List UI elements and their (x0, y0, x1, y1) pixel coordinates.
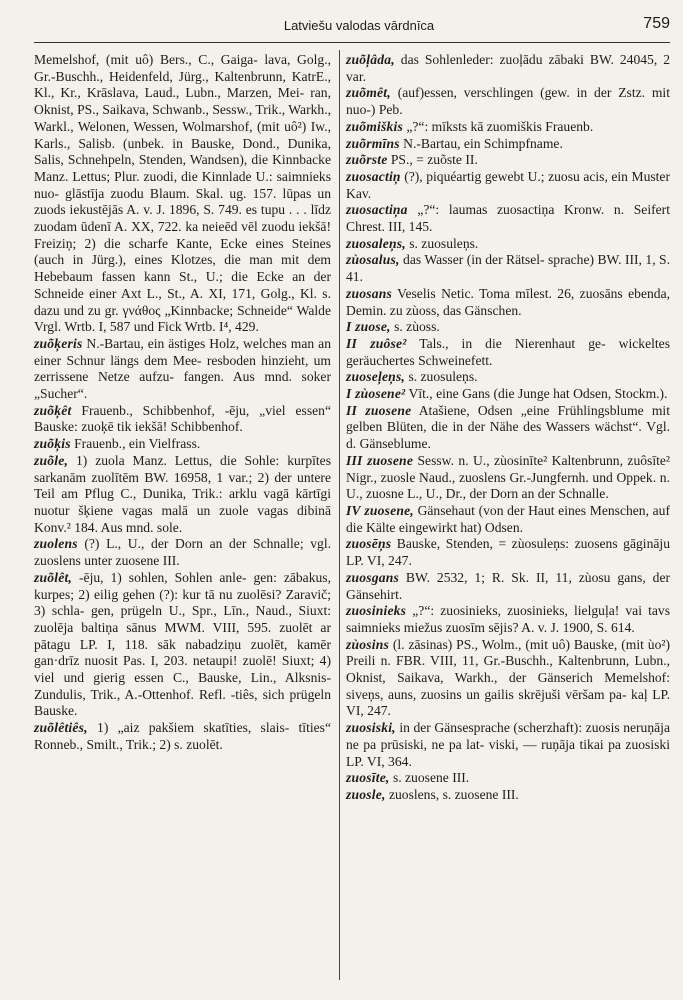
entry-text: „?“: zuosinieks, zuosinieks, lielguļa! vai tavs saimnieks miežus zuosīm sējis? A. v. J. 1900, S. 614. (346, 603, 670, 635)
entry-text: -ēju, 1) sohlen, Sohlen anle- gen: zābakus, kurpes; 2) eilig gehen (?): kur tā nu zuolēsi? Zaravič; 3) schla- gen, prügeln U., Spr., Līn., Naud., Siuxt: zuolēja baltiņa sānus MWM. VIII, 595. zuolēt ar pātagu LP. I, 118. sāk nabadziņu zuolēt, kamēr gan·drīz nuosit Pas. I, 203. netaupi! zuolē! Siuxt; 4) viel und gierig essen C., Bauske, Lin., Alksnis-Zundulis, Trik., A.-Ottenhof. Refl. -tiês, sich prügeln Bauske. (34, 569, 331, 719)
entry-text: s. zuosene III. (392, 770, 470, 786)
dictionary-entry (346, 453, 670, 503)
entry-text: BW. 2532, 1; R. Sk. II, 11, zùosu gans, der Gänsehirt. (346, 569, 671, 602)
entry-text: Atašiene, Odsen „eine Frühlingsblume mit gelben Blüten, die in der Nähe des Wassers wächst“. Vgl. d. Gänseblume. (346, 402, 670, 452)
entry-text: PS., = zuõste II. (390, 152, 478, 168)
dictionary-entry (34, 52, 331, 336)
entry-headword: II zuôse² (346, 335, 407, 351)
entry-headword: zuosīte, (346, 770, 390, 786)
entry-headword: II zuosene (346, 402, 412, 418)
dictionary-entry (346, 386, 670, 403)
page-header (34, 14, 670, 36)
dictionary-entry (34, 720, 331, 753)
dictionary-entry (346, 503, 670, 536)
entry-headword: zuosgans (346, 569, 399, 585)
entry-text: Vīt., eine Gans (die Junge hat Odsen, Stockm.). (408, 386, 668, 402)
entry-headword: zuosaleņs, (346, 235, 406, 251)
dictionary-entry (346, 236, 670, 253)
entry-headword: zuõķis (34, 436, 71, 452)
dictionary-entry (346, 286, 670, 319)
entry-text: (l. zāsinas) PS., Wolm., (mit uô) Bauske, (mit ùo²) Preili n. FBR. VIII, 11, Gr.-Buschh., Kaltenbrunn, Lubn., Oknist, Saikava, Warkh., der Gänserich Memelshof: siveņs, auns, zuosins un gailis skrējuši vēršam pa- kaļ LP. VI, 247. (346, 636, 670, 719)
entry-headword: IV zuosene, (346, 502, 414, 518)
entry-headword: zuõmiškis (346, 118, 403, 134)
entry-headword: zuõrste (346, 152, 388, 168)
entry-text: (auf)essen, verschlingen (gew. in der Zstz. mit nuo-) Peb. (346, 85, 670, 118)
entry-headword: zuosinieks (346, 603, 407, 619)
entry-headword: zuolens (34, 536, 78, 552)
entry-headword: zuõļâda, (346, 52, 395, 67)
entry-headword: zuosle, (346, 786, 386, 802)
dictionary-entry (346, 570, 670, 603)
entry-text: Gänsehaut (von der Haut eines Menschen, auf die Kälte eingewirkt hat) Odsen. (346, 502, 670, 535)
entry-headword: zuõlêtiês, (34, 720, 88, 736)
dictionary-entry (346, 603, 670, 636)
entry-text: Tals., in die Nierenhaut ge- wickeltes geräuchertes Schweinefett. (346, 335, 670, 368)
entry-text: 1) zuola Manz. Lettus, die Sohle: kurpītes sarkanām zuolītēm BW. 16958, 1 var.; 2) der untere Teil am Pflug C., Dunika, Trik.: arklu vagā kārtīgi nuotur šķiene vagas malā un zuole vagas dibinā Konv.² 184. Aus mnd. sole. (34, 452, 331, 535)
dictionary-entry (346, 119, 670, 136)
dictionary-entry (346, 536, 670, 569)
page-number: 759 (643, 15, 670, 32)
entry-headword: zuosactiņ (346, 168, 401, 184)
dictionary-entry (346, 770, 670, 787)
entry-text: N.-Bartau, ein Schimpfname. (403, 135, 563, 151)
entry-text: Sessw. n. U., zùosinīte² Kaltenbrunn, zuôsīte² Nigr., zuosle Naud., zuoslens Gr.-Jungfernh. und Oppek. n. U., zuosne L., U., Dr., der Dorn an der Schnalle. (346, 452, 670, 502)
entry-text: zuoslens, s. zuosene III. (388, 786, 519, 802)
entry-text: (?) L., U., der Dorn an der Schnalle; vgl. zuoslens unter zuosene III. (34, 536, 332, 569)
dictionary-entry (346, 152, 670, 169)
entry-text: Frauenb., Schibbenhof, -ēju, „viel essen“ Bauske: zuoķē tik iekšā! Schibbenhof. (34, 402, 331, 435)
entry-text: s. zuosuleņs. (408, 369, 478, 385)
dictionary-entry (34, 453, 331, 537)
entry-headword: zùosalus, (346, 252, 400, 268)
column-divider (339, 50, 340, 980)
entry-text: „?“: laumas zuosactiņa Kronw. n. Seifert Chrest. III, 145. (346, 202, 670, 235)
dictionary-entry (346, 85, 670, 118)
dictionary-entry (34, 403, 331, 436)
entry-text: das Sohlenleder: zuoļādu zābaki BW. 24045, 2 var. (346, 52, 670, 84)
dictionary-entry (346, 369, 670, 386)
dictionary-entry (346, 720, 670, 770)
right-column (346, 52, 670, 804)
dictionary-entry (346, 403, 670, 453)
running-title: Latviešu valodas vārdnīca (283, 18, 435, 33)
dictionary-entry (346, 202, 670, 235)
entry-text: 1) „aiz pakšiem skatīties, slais- tīties“ Ronneb., Smilt., Trik.; 2) s. zuolēt. (34, 720, 331, 752)
dictionary-entry (34, 336, 331, 403)
dictionary-entry (34, 536, 331, 569)
header-rule (34, 42, 670, 43)
entry-headword: zùosins (346, 636, 389, 652)
entry-headword: zuosēņs (346, 536, 392, 552)
entry-text: Bauske, Stenden, = zùosuleņs: zuosens gāgināju LP. VI, 247. (346, 536, 670, 569)
entry-text: in der Gänsesprache (scherzhaft): zuosis neruņāja ne pa prūsiski, ne pa lat- viski, — ruņāja tikai pa zuosiski LP. VI, 364. (346, 720, 670, 769)
entry-headword: I zùosene² (346, 386, 406, 402)
entry-headword: zuõrmīns (346, 135, 400, 151)
entry-text: (?), piquéartig gewebt U.; zuosu acis, ein Muster Kav. (346, 168, 670, 201)
entry-text: s. zuosuleņs. (409, 235, 479, 251)
dictionary-entry (346, 637, 670, 721)
entry-headword: I zuose, (346, 319, 391, 335)
entry-headword: zuoseļeņs, (346, 369, 406, 385)
dictionary-entry (346, 169, 670, 202)
entry-text: Memelshof, (mit uô) Bers., C., Gaiga- lava, Golg., Gr.-Buschh., Heidenfeld, Jürg., Kaltenbrunn, KatrE., Kl., Kr., Krāslava, Laud., Lubn., Marzen, Mei- ran, Oknist, PS., Saikava, Schwanb., Sessw., Trik., Warkh., Warkl., Welonen, Wessen, Wolmarshof, (mit uô²) Iw., Karls., Salisb. (unbek. in Bauske, Dond., Dunika, Salis, Schnehpeln, Stenden, Wandsen), die Kinnbacke Manz. Lettus; Plur. zuodi, die Kinnlade U.: saimnieks nuo- glāstīja zuodu Blaum. Skal. ug. 157. lūpas un zuods iekustējās A. v. J. 1896, S. 749. es tupu . . . līdz zuodam ūdenī A. XX, 722. ka neieēd vēl zuodu iekšā! Freiziņ; 2) die scharfe Kante, Ecke eines Steines (auch in Jürg.), eines Klotzes, die man mit dem Hebebaum fassen kann St., U.; die Ecke an der Schneide einer Axt L., St., A. XI, 171, Golg., Kl. s. dazu und zu gr. γνάθος „Kinnbacke; Schneide“ Walde Vrgl. Wrtb. I, 587 und Fick Wrtb. I⁴, 429. (34, 52, 331, 335)
entry-headword: III zuosene (346, 452, 414, 468)
dictionary-entry (346, 52, 670, 85)
entry-text: N.-Bartau, ein ästiges Holz, welches man an einer Schnur längs dem Mee- resboden hinzieht, um zerrissene Netze aufzu- fangen. Aus mnd. soker „Sucher“. (34, 335, 331, 402)
entry-text: Veselis Netic. Toma mīlest. 26, zuosāns ebenda, Demin. zu zùoss, das Gänschen. (346, 285, 671, 318)
entry-headword: zuõmêt, (346, 85, 391, 101)
entry-headword: zuõlêt, (34, 569, 73, 585)
entry-text: das Wasser (in der Rätsel- sprache) BW. III, 1, S. 41. (346, 252, 670, 285)
entry-headword: zuõķêt (34, 402, 72, 418)
dictionary-entry (34, 436, 331, 453)
entry-headword: zuosactiņa (346, 202, 408, 218)
dictionary-entry (346, 787, 670, 804)
dictionary-entry (34, 570, 331, 720)
entry-text: „?“: mīksts kā zuomiškis Frauenb. (406, 118, 594, 134)
dictionary-entry (346, 252, 670, 285)
left-column (34, 52, 331, 754)
entry-text: s. zùoss. (394, 319, 440, 335)
dictionary-entry (346, 336, 670, 369)
entry-text: Frauenb., ein Vielfrass. (74, 436, 201, 452)
dictionary-entry (346, 136, 670, 153)
entry-headword: zuosiski, (346, 720, 396, 736)
entry-headword: zuõķeris (34, 335, 83, 351)
dictionary-entry (346, 319, 670, 336)
entry-headword: zuosans (346, 285, 392, 301)
entry-headword: zuõle, (34, 452, 69, 468)
